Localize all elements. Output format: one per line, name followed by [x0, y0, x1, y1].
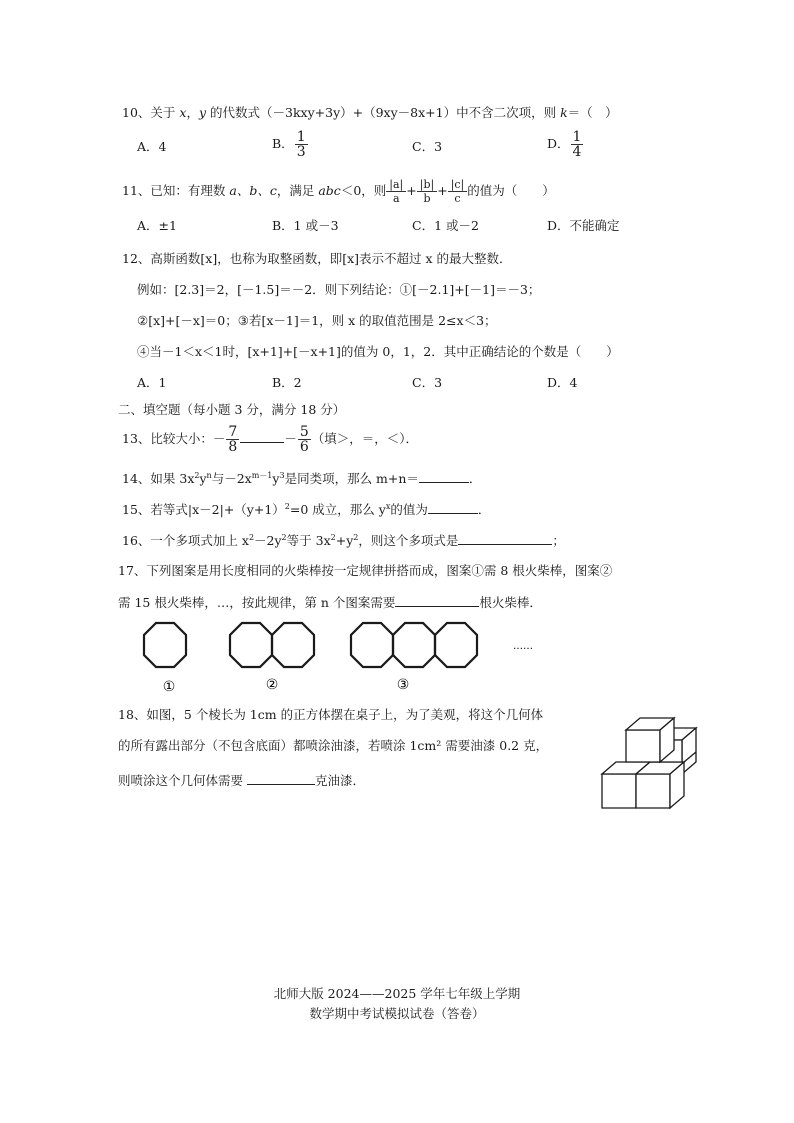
q12-line-4: ④当－1＜x＜1时，[x+1]+[－x+1]的值为 0，1，2．其中正确结论的个数是（ ） [137, 344, 619, 359]
q18-cube-stack-figure [600, 700, 710, 812]
q10-option-b: B． $\frac{1}{3}$ [272, 129, 306, 160]
q15-answer-blank[interactable] [428, 500, 478, 514]
section-2-heading: 二、填空题（每小题 3 分，满分 18 分） [118, 402, 346, 417]
q16-answer-blank[interactable] [458, 531, 552, 545]
pattern-2-octagon-2 [272, 623, 314, 667]
q11-option-c: C．1 或－2 [412, 218, 479, 233]
q17-answer-blank[interactable] [395, 593, 479, 607]
q10-stem: 10、关于 x，y 的代数式（－3kxy+3y）+（9xy－8x+1）中不含二次项，则 k＝（ ） [122, 105, 618, 120]
q13-stem: 13、比较大小：－ $\frac{7}{8}$ － $\frac{5}{6}$ （填＞，＝，＜）． [122, 424, 419, 455]
q12-option-d: D．4 [547, 375, 578, 390]
pattern-label-2: ② [265, 677, 279, 693]
q12-option-a: A．1 [137, 375, 167, 390]
footer-line-1: 北师大版 2024——2025 学年七年级上学期 [273, 986, 521, 1001]
q10-option-c: C．3 [412, 139, 443, 154]
q14-stem: 14、如果 $3x^2y^n$与$-2x^{m-1}y^3$是同类项，那么 m+n＝ ． [122, 470, 482, 486]
q10-option-d: D． $\frac{1}{4}$ [547, 129, 582, 160]
q17-line-1: 17、下列图案是用长度相同的火柴棒按一定规律拼搭而成，图案①需 8 根火柴棒，图案② [118, 563, 613, 578]
footer-line-2: 数学期中考试模拟试卷（答卷） [309, 1006, 485, 1021]
pattern-3-octagon-2 [393, 623, 435, 667]
q11-option-b: B．1 或－3 [272, 218, 339, 233]
pattern-label-3: ③ [396, 677, 410, 693]
q12-line-3: ②[x]+[－x]＝0；③若[x－1]＝1，则 x 的取值范围是 2≤x＜3； [137, 313, 497, 328]
q12-line-2: 例如：[2.3]＝2，[－1.5]＝－2．则下列结论：①[－2.1]+[－1]＝－3； [137, 282, 541, 297]
q17-line-2: 需 15 根火柴棒，…，按此规律，第 n 个图案需要 根火柴棒． [118, 595, 542, 610]
pattern-3-octagon-3 [435, 623, 477, 667]
pattern-continuation-dots: …… [513, 641, 533, 652]
q11-stem: 11、已知：有理数 a、b、c，满足 abc＜0，则 $\frac{|a|}{a}+$ $\frac{|b|}{b}+$ $\frac{|c|}{c}$的值为（ ） [122, 178, 555, 205]
q10-option-a: A．4 [137, 139, 167, 154]
q17-pattern-figures [130, 615, 550, 697]
pattern-label-1: ① [162, 679, 176, 695]
q18-line-1: 18、如图，5 个棱长为 1cm 的正方体摆在桌子上，为了美观，将这个几何体 [118, 707, 544, 722]
q12-option-b: B．2 [272, 375, 302, 390]
q18-answer-blank[interactable] [247, 771, 315, 785]
q16-stem: 16、一个多项式加上 $x^2-2y^2$等于 $3x^2+y^2$，则这个多项式是 ； [122, 532, 565, 548]
q12-line-1: 12、高斯函数[x]，也称为取整函数，即[x]表示不超过 x 的最大整数． [122, 251, 512, 266]
q11-option-d: D．不能确定 [547, 218, 620, 233]
q15-stem: 15、若等式$|x-2|+(y+1)^2=0$ 成立，那么 $y^x$的值为 ． [122, 501, 491, 517]
q12-option-c: C．3 [412, 375, 443, 390]
q11-option-a: A．±1 [137, 218, 177, 233]
q14-answer-blank[interactable] [419, 469, 469, 483]
pattern-2-octagon-1 [230, 623, 272, 667]
pattern-1-octagon [144, 623, 186, 667]
q18-line-3: 则喷涂这个几何体需要 克油漆． [118, 773, 365, 788]
pattern-3-octagon-1 [351, 623, 393, 667]
q18-line-2: 的所有露出部分（不包含底面）都喷涂油漆，若喷涂 1cm² 需要油漆 0.2 克， [118, 738, 549, 753]
